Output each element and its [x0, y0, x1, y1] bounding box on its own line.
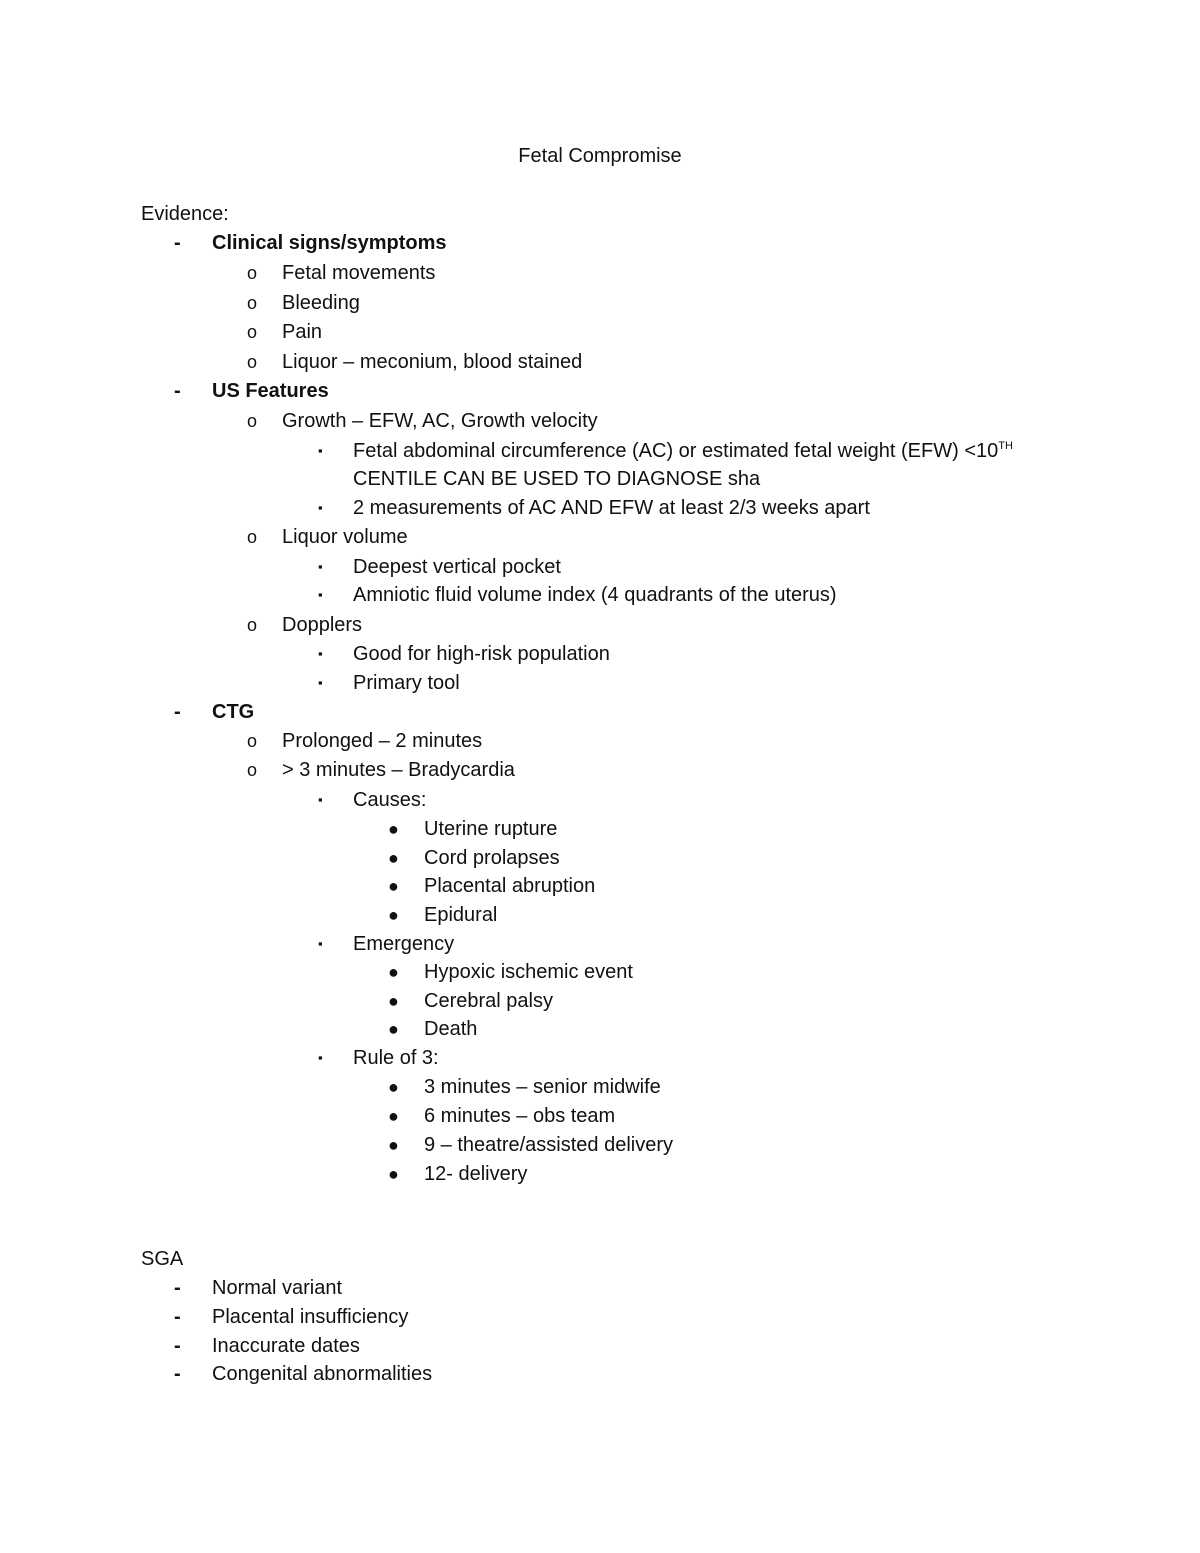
- disc-bullet: ●: [388, 1164, 399, 1184]
- causes-label: Causes:: [353, 789, 427, 811]
- circle-bullet: o: [247, 760, 258, 780]
- circle-bullet: o: [247, 527, 258, 547]
- circle-bullet: o: [247, 263, 258, 283]
- square-bullet: ▪: [318, 675, 323, 690]
- dash-bullet: -: [174, 1363, 181, 1385]
- clinical-heading: Clinical signs/symptoms: [212, 232, 447, 254]
- square-bullet: ▪: [318, 500, 323, 515]
- list-item: 3 minutes – senior midwife: [424, 1076, 661, 1098]
- liquor-volume-item: Liquor volume: [282, 526, 408, 548]
- list-item: 12- delivery: [424, 1163, 528, 1185]
- list-item: Placental insufficiency: [212, 1306, 409, 1328]
- dash-bullet: -: [174, 380, 181, 402]
- disc-bullet: ●: [388, 1019, 399, 1039]
- disc-bullet: ●: [388, 1106, 399, 1126]
- square-bullet: ▪: [318, 443, 323, 458]
- list-item: 6 minutes – obs team: [424, 1105, 616, 1127]
- list-item: Placental abruption: [424, 875, 596, 897]
- sga-heading: SGA: [141, 1248, 184, 1270]
- growth-subitem-continued: CENTILE CAN BE USED TO DIAGNOSE sha: [353, 468, 761, 490]
- list-item: Bleeding: [282, 292, 360, 314]
- list-item: Death: [424, 1018, 478, 1040]
- list-item: Primary tool: [353, 672, 460, 694]
- ctg-heading: CTG: [212, 701, 255, 723]
- list-item: Fetal movements: [282, 262, 436, 284]
- list-item: Deepest vertical pocket: [353, 556, 561, 578]
- disc-bullet: ●: [388, 962, 399, 982]
- dash-bullet: -: [174, 1306, 181, 1328]
- list-item: Liquor – meconium, blood stained: [282, 351, 583, 373]
- disc-bullet: ●: [388, 991, 399, 1011]
- list-item: Good for high-risk population: [353, 643, 610, 665]
- list-item: Cerebral palsy: [424, 990, 553, 1012]
- circle-bullet: o: [247, 731, 258, 751]
- growth-subitem: [353, 438, 1013, 464]
- circle-bullet: o: [247, 352, 258, 372]
- rule-of-3-label: Rule of 3:: [353, 1047, 439, 1069]
- disc-bullet: ●: [388, 905, 399, 925]
- emergency-label: Emergency: [353, 933, 455, 955]
- square-bullet: ▪: [318, 587, 323, 602]
- list-item: Normal variant: [212, 1277, 343, 1299]
- dash-bullet: -: [174, 1335, 181, 1357]
- superscript-th: TH: [998, 440, 1013, 452]
- disc-bullet: ●: [388, 1135, 399, 1155]
- dopplers-item: Dopplers: [282, 614, 363, 636]
- square-bullet: ▪: [318, 792, 323, 807]
- list-item: Prolonged – 2 minutes: [282, 730, 483, 752]
- list-item: 9 – theatre/assisted delivery: [424, 1134, 674, 1156]
- circle-bullet: o: [247, 293, 258, 313]
- circle-bullet: o: [247, 322, 258, 342]
- dash-bullet: -: [174, 701, 181, 723]
- circle-bullet: o: [247, 411, 258, 431]
- evidence-heading: Evidence:: [141, 203, 229, 225]
- dash-bullet: -: [174, 1277, 181, 1299]
- list-item: Congenital abnormalities: [212, 1363, 433, 1385]
- page-title: Fetal Compromise: [518, 145, 682, 167]
- list-item: Pain: [282, 321, 323, 343]
- square-bullet: ▪: [318, 1050, 323, 1065]
- list-item: Amniotic fluid volume index (4 quadrants of the uterus): [353, 584, 837, 606]
- square-bullet: ▪: [318, 646, 323, 661]
- dash-bullet: -: [174, 232, 181, 254]
- list-item: Inaccurate dates: [212, 1335, 360, 1357]
- disc-bullet: ●: [388, 876, 399, 896]
- square-bullet: ▪: [318, 559, 323, 574]
- growth-subitem: 2 measurements of AC AND EFW at least 2/3 weeks apart: [353, 497, 870, 519]
- list-item: Hypoxic ischemic event: [424, 961, 633, 983]
- square-bullet: ▪: [318, 936, 323, 951]
- disc-bullet: ●: [388, 1077, 399, 1097]
- list-item: Cord prolapses: [424, 847, 560, 869]
- disc-bullet: ●: [388, 819, 399, 839]
- list-item: Epidural: [424, 904, 498, 926]
- circle-bullet: o: [247, 615, 258, 635]
- growth-subitem-text: Fetal abdominal circumference (AC) or estimated fetal weight (EFW) <10: [353, 440, 999, 462]
- growth-item: Growth – EFW, AC, Growth velocity: [282, 410, 598, 432]
- disc-bullet: ●: [388, 848, 399, 868]
- list-item: Uterine rupture: [424, 818, 558, 840]
- list-item: > 3 minutes – Bradycardia: [282, 759, 515, 781]
- us-features-heading: US Features: [212, 380, 329, 402]
